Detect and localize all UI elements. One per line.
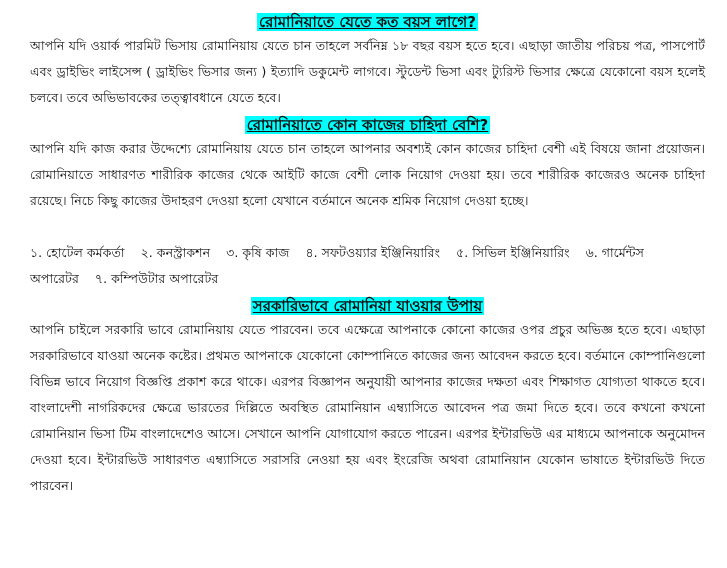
section-heading-govt-text: সরকারিভাবে রোমানিয়া যাওয়ার উপায় xyxy=(252,297,483,315)
list-item: ১. হোটেল কর্মকর্তা xyxy=(30,245,125,260)
section-paragraph-govt: আপনি চাইলে সরকারি ভাবে রোমানিয়ায় যেতে পারবেন। তবে এক্ষেত্রে আপনাকে কোনো কাজের ওপর প্রচুর অভিজ্ঞ হতে হবে। এছাড়া সরকারিভাবে যাওয়া অনেক কষ্টের। প্রথমত আপনাকে যেকোনো কোম্পানিতে কাজের জন্য আবেদন করতে হবে। বর্তমানে কোম্পানিগুলো বিভিন্ন ভাবে নিয়োগ বিজ্ঞপ্তি প্রকাশ করে থাকে। এরপর বিজ্ঞাপন অনুযায়ী আপনার কাজের দক্ষতা এবং শিক্ষাগত যোগ্যতা থাকতে হবে। বাংলাদেশী নাগরিকদের ক্ষেত্রে ভারতের দিল্লিতে অবস্থিত রোমানিয়ান এম্ব্যাসিতে আবেদন পত্র জমা দিতে হবে। তবে কখনো কখনো রোমানিয়ান ভিসা টিম বাংলাদেশেও আসে। সেখানে আপনি যোগাযোগ করতে পারেন। এরপর ইন্টারভিউ এর মাধ্যমে আপনাকে অনুমোদন দেওয়া হবে। ইন্টারভিউ সাধারণত এম্ব্যাসিতে সরাসরি নেওয়া হয় এবং ইংরেজি অথবা রোমানিয়ান যেকোন ভাষাতে ইন্টারভিউ দিতে পারবেন। xyxy=(30,322,705,493)
spacer xyxy=(30,214,705,240)
section-heading-age-text: রোমানিয়াতে যেতে কত বয়স লাগে? xyxy=(259,13,476,31)
section-heading-age xyxy=(30,8,705,33)
section-heading-govt xyxy=(30,292,705,317)
section-heading-jobs-text: রোমানিয়াতে কোন কাজের চাহিদা বেশি? xyxy=(246,116,489,134)
section-heading-jobs xyxy=(30,111,705,136)
section-paragraph-jobs: আপনি যদি কাজ করার উদ্দেশ্যে রোমানিয়ায় যেতে চান তাহলে আপনার অবশ্যই কোন কাজের চাহিদা বেশী এই বিষয়ে জানা প্রয়োজন। রোমানিয়াতে সাধারণত শারীরিক কাজের থেকে আইটি কাজে বেশী লোক নিয়োগ দেওয়া হয়। তবে শারীরিক কাজেরও অনেক চাহিদা রয়েছে। নিচে কিছু কাজের উদাহরণ দেওয়া হলো যেখানে বর্তমানে অনেক শ্রমিক নিয়োগ দেওয়া হচ্ছে। xyxy=(30,141,705,208)
list-item: ৬. গার্মেন্টস অপারেটর xyxy=(30,245,644,286)
section-paragraph-age: আপনি যদি ওয়ার্ক পারমিট ভিসায় রোমানিয়ায় যেতে চান তাহলে সর্বনিম্ন ১৮ বছর বয়স হতে হবে। এছাড়া জাতীয় পরিচয় পত্র, পাসপোর্ট এবং ড্রাইভিং লাইসেন্স ( ড্রাইভিং ভিসার জন্য ) ইত্যাদি ডকুমেন্ট লাগবে। স্টুডেন্ট ভিসা এবং ট্যুরিস্ট ভিসার ক্ষেত্রে যেকোনো বয়স হলেই চলবে। তবে অভিভাবকের তত্ত্বাবধানে যেতে হবে। xyxy=(30,38,705,105)
list-item: ৪. সফটওয়্যার ইঞ্জিনিয়ারিং xyxy=(305,245,440,260)
job-list xyxy=(30,240,705,292)
list-item: ২. কনস্ট্রাকশন xyxy=(140,245,211,260)
list-item: ৩. কৃষি কাজ xyxy=(226,245,290,260)
list-item: ৫. সিভিল ইঞ্জিনিয়ারিং xyxy=(456,245,570,260)
list-item: ৭. কম্পিউটার অপারেটর xyxy=(94,271,219,286)
